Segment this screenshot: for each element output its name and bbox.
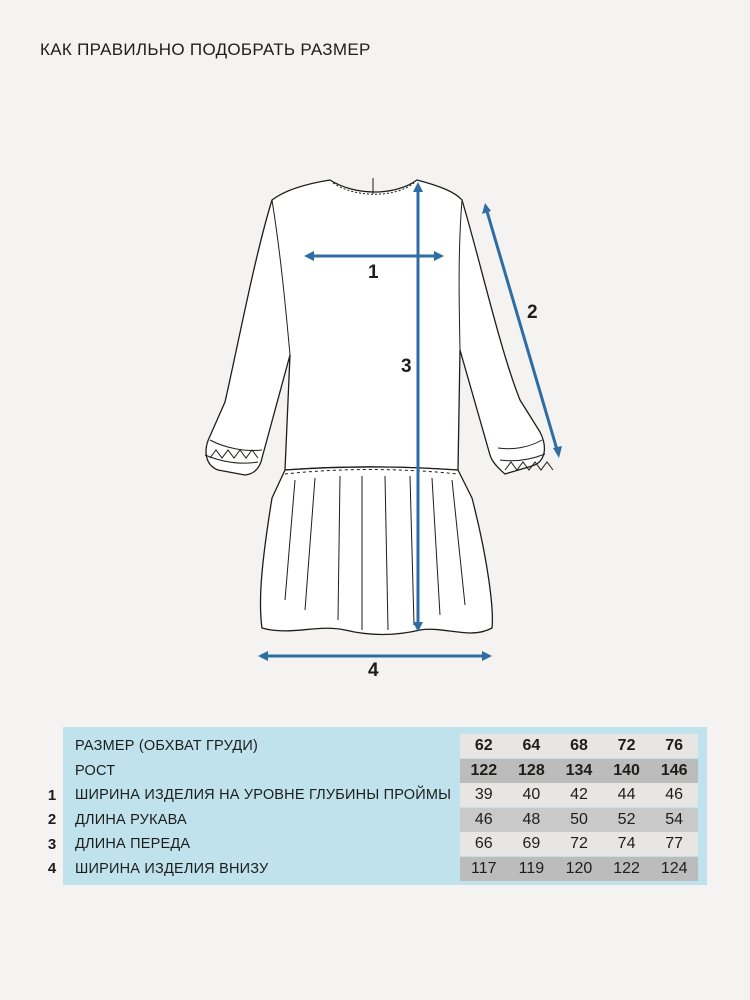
table-cell: 119 [518,859,545,877]
dress-outline [206,180,544,635]
table-cell: 69 [522,835,541,853]
measure-3-label: 3 [401,356,412,377]
table-row [63,759,707,783]
row-label: ШИРИНА ИЗДЕЛИЯ НА УРОВНЕ ГЛУБИНЫ ПРОЙМЫ [75,787,452,804]
row-label: ДЛИНА ПЕРЕДА [75,836,191,853]
table-cell: 66 [474,835,493,853]
table-row [63,783,707,807]
table-cell: 120 [565,859,593,877]
table-cell: 50 [570,810,588,828]
row-label: ДЛИНА РУКАВА [75,811,187,828]
table-cell: 72 [570,835,588,853]
table-cell: 40 [522,786,541,804]
row-number: 1 [47,787,57,804]
row-label: РОСТ [75,762,116,779]
table-cell: 74 [617,835,636,853]
table-cell: 42 [570,786,588,804]
row-values [460,783,698,807]
table-cell: 52 [617,810,636,828]
table-cell: 46 [474,810,493,828]
table-cell: 134 [565,761,593,779]
row-values [460,832,698,856]
row-number: 2 [47,811,57,828]
table-row [63,832,707,856]
row-number: 4 [47,860,57,877]
table-cell: 146 [660,761,688,779]
measure-4-label: 4 [368,660,379,681]
row-values [460,808,698,832]
row-label: ШИРИНА ИЗДЕЛИЯ ВНИЗУ [75,860,269,877]
table-cell: 140 [613,761,640,779]
table-cell: 122 [470,761,498,779]
table-cell: 128 [518,761,545,779]
table-cell: 122 [613,859,640,877]
table-cell: 44 [617,786,636,804]
table-cell: 46 [665,786,684,804]
table-cell: 64 [522,737,541,755]
table-cell: 62 [474,737,493,755]
table-cell: 68 [570,737,588,755]
measure-2-label: 2 [527,302,538,323]
table-cell: 76 [665,737,684,755]
row-values [460,759,698,783]
measure-1-label: 1 [368,262,379,283]
table-cell: 39 [474,786,493,804]
table-cell: 117 [471,859,497,877]
table-row [63,734,707,758]
row-number: 3 [47,836,57,853]
row-values [460,857,698,881]
table-cell: 48 [522,810,541,828]
table-cell: 77 [665,835,684,853]
table-cell: 54 [665,810,684,828]
table-cell: 72 [617,737,636,755]
table-row [63,857,707,881]
table-cell: 124 [660,859,688,877]
page-title: КАК ПРАВИЛЬНО ПОДОБРАТЬ РАЗМЕР [40,40,371,59]
size-table [63,727,707,885]
row-label: РАЗМЕР (ОБХВАТ ГРУДИ) [75,738,259,755]
row-values [460,734,698,758]
table-row [63,808,707,832]
